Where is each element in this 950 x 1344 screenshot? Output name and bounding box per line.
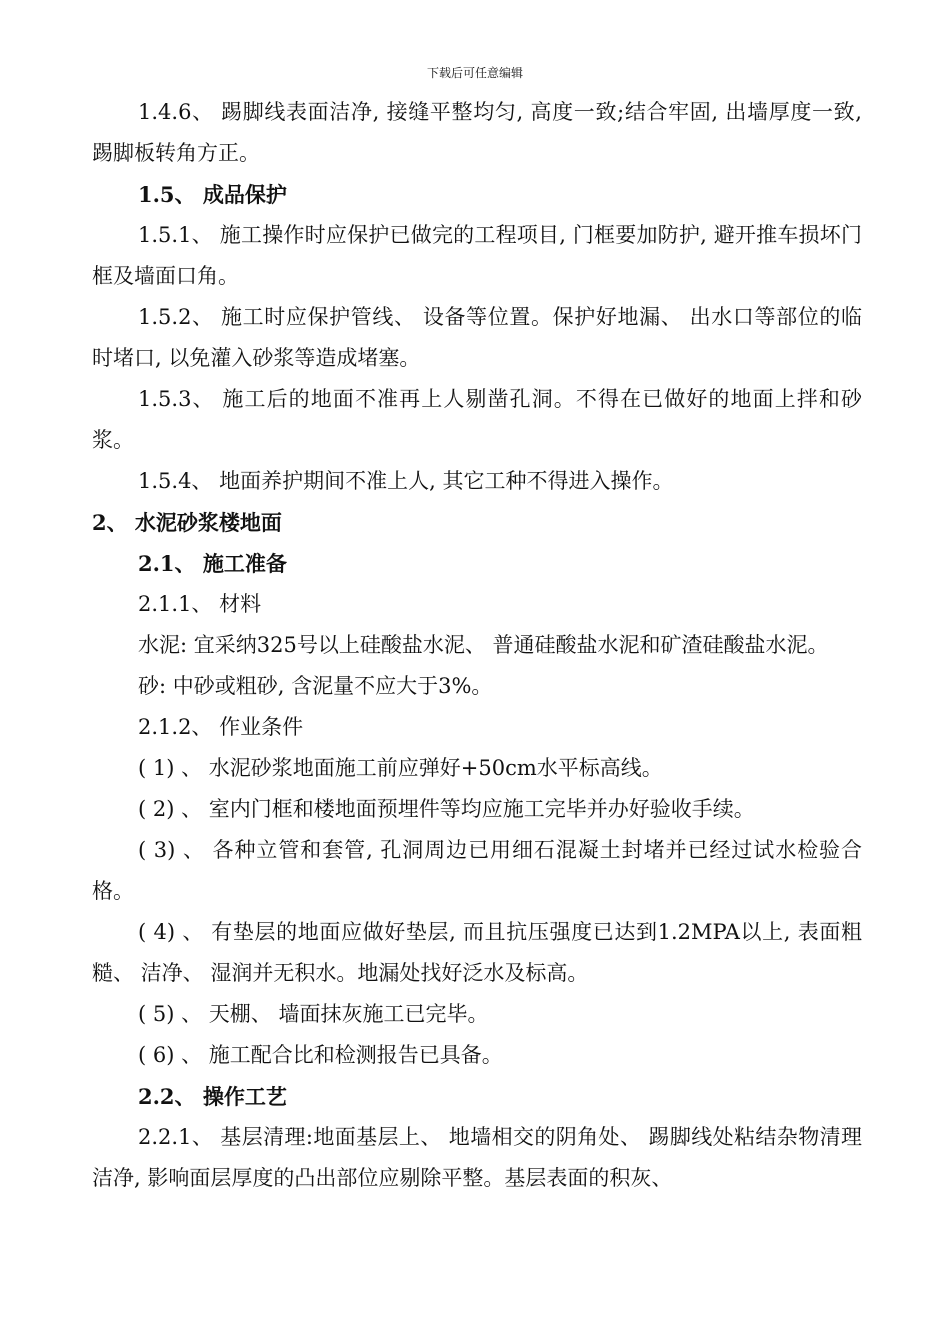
page-header: 下载后可任意编辑 [426,66,523,80]
list-item-5: ( 5) 、 天棚、 墙面抹灰施工已完毕。 [138,1002,489,1026]
paragraph-1-5-4: 1.5.4、 地面养护期间不准上人, 其它工种不得进入操作。 [138,469,674,493]
heading-1-5: 1.5、 成品保护 [138,182,287,207]
paragraph-sand: 砂: 中砂或粗砂, 含泥量不应大于3%。 [138,674,493,698]
paragraph-1-4-6: 1.4.6、 踢脚线表面洁净, 接缝平整均匀, 高度一致;结合牢固, 出墙厚度一致, 踢脚板转角方正。 [92,100,862,165]
heading-2: 2、 水泥砂浆楼地面 [92,510,282,535]
paragraph-cement: 水泥: 宜采纳325号以上硅酸盐水泥、 普通硅酸盐水泥和矿渣硅酸盐水泥。 [138,633,829,657]
paragraph-1-5-2: 1.5.2、 施工时应保护管线、 设备等位置。保护好地漏、 出水口等部位的临时堵口, 以免灌入砂浆等造成堵塞。 [92,305,862,370]
heading-2-1: 2.1、 施工准备 [138,551,287,576]
list-item-2: ( 2) 、 室内门框和楼地面预埋件等均应施工完毕并办好验收手续。 [138,797,755,821]
heading-2-1-1: 2.1.1、 材料 [138,592,262,616]
list-item-6: ( 6) 、 施工配合比和检测报告已具备。 [138,1043,503,1067]
paragraph-1-5-3: 1.5.3、 施工后的地面不准再上人剔凿孔洞。不得在已做好的地面上拌和砂浆。 [92,387,862,452]
paragraph-2-2-1: 2.2.1、 基层清理:地面基层上、 地墙相交的阴角处、 踢脚线处粘结杂物清理洁净, 影响面层厚度的凸出部位应剔除平整。基层表面的积灰、 [92,1125,862,1190]
heading-2-2: 2.2、 操作工艺 [138,1084,287,1109]
document-body [92,92,862,1199]
list-item-3: ( 3) 、 各种立管和套管, 孔洞周边已用细石混凝土封堵并已经过试水检验合格。 [92,838,862,903]
paragraph-1-5-1: 1.5.1、 施工操作时应保护已做完的工程项目, 门框要加防护, 避开推车损坏门框及墙面口角。 [92,223,862,288]
list-item-4: ( 4) 、 有垫层的地面应做好垫层, 而且抗压强度已达到1.2MPA以上, 表面粗糙、 洁净、 湿润并无积水。地漏处找好泛水及标高。 [92,920,862,985]
heading-2-1-2: 2.1.2、 作业条件 [138,715,304,739]
list-item-1: ( 1) 、 水泥砂浆地面施工前应弹好+50cm水平标高线。 [138,756,663,780]
